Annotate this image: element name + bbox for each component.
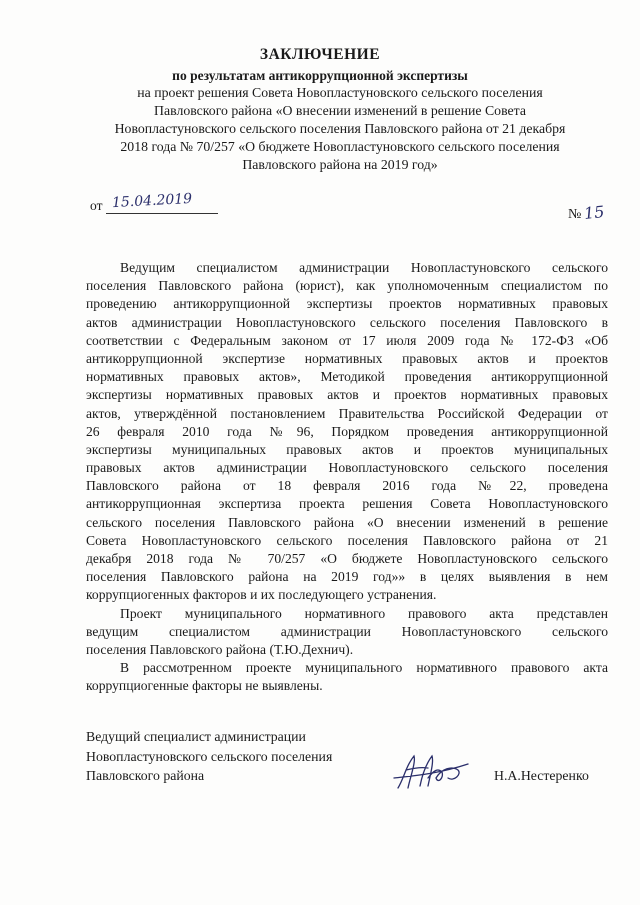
- position-line: Ведущий специалист администрации: [86, 729, 306, 744]
- body-line: антикоррупционная экспертиза проекта решения Совета Новопластуновского: [86, 496, 608, 512]
- body-line: нормативных правовых актов», Методикой проведения антикоррупционной: [86, 369, 608, 385]
- body-line: коррупциогенных факторов и их последующего устранения.: [86, 587, 437, 603]
- subject-line: 2018 года № 70/257 «О бюджете Новопластуновского сельского поселения: [120, 139, 560, 154]
- signatory-name: Н.А.Нестеренко: [494, 768, 589, 783]
- subject-line: на проект решения Совета Новопластуновского сельского поселения: [137, 85, 543, 100]
- body-line: актов, утверждённой постановлением Правительства Российской Федерации от: [86, 405, 608, 421]
- subject-line: Павловского района «О внесении изменений в решение Совета: [154, 103, 526, 118]
- handwritten-number: 15: [583, 201, 606, 224]
- position-line: Павловского района: [86, 768, 205, 783]
- body-line: Павловского района от 18 февраля 2016 года №22, проведена: [86, 478, 608, 494]
- document-title: ЗАКЛЮЧЕНИЕ: [259, 46, 381, 63]
- body-line: экспертизы муниципальных правовых актов и проектов муниципальных: [86, 441, 608, 457]
- body-line: проведению антикоррупционной экспертизы проектов нормативных правовых: [86, 296, 608, 312]
- document-date: [90, 190, 218, 214]
- date-underline: [106, 190, 218, 214]
- position-line: Новопластуновского сельского поселения: [86, 748, 333, 764]
- body-line: 26 февраля 2010 года №96, Порядком проведения антикоррупционной: [86, 423, 608, 439]
- handwritten-signature: [392, 748, 472, 799]
- body-line: поселения Павловского района (Т.Ю.Дехнич).: [86, 641, 354, 657]
- body-line: декабря 2018 года № 70/257 «О бюджете Новопластуновского сельского: [86, 551, 608, 566]
- signature-scribble-icon: [392, 748, 472, 794]
- subject-line: Новопластуновского сельского поселения Павловского района от 21 декабря: [114, 121, 566, 136]
- body-line: экспертизы нормативных правовых актов и проектов нормативных правовых: [86, 387, 608, 403]
- signatory-position: [86, 727, 332, 786]
- body-line: коррупциогенные факторы не выявлены.: [86, 678, 323, 694]
- number-prefix: №: [568, 207, 582, 222]
- body-line: Совета Новопластуновского сельского поселения Павловского района от 21: [86, 532, 608, 548]
- body-line: Ведущим специалистом администрации Новопластуновского сельского: [120, 260, 608, 275]
- document-number: [568, 203, 605, 223]
- body-line: В рассмотренном проекте муниципального нормативного правового акта: [120, 660, 608, 676]
- date-prefix: от: [90, 198, 103, 213]
- body-line: ведущим специалистом администрации Новопластуновского сельского: [86, 623, 608, 639]
- body-line: актов администрации Новопластуновского сельского поселения Павловского в: [86, 314, 608, 330]
- body-line: Проект муниципального нормативного правового акта представлен: [120, 605, 608, 621]
- document-body: [86, 259, 608, 696]
- body-line: сельского поселения Павловского района «О внесении изменений в решение: [86, 514, 608, 530]
- document-subtitle: по результатам антикоррупционной экспертизы: [172, 68, 468, 83]
- body-line: правовых актов администрации Новопластуновского сельского поселения: [86, 460, 608, 476]
- subject-line: Павловского района на 2019 год»: [242, 157, 438, 172]
- body-line: антикоррупционной экспертизе нормативных правовых актов и проектов: [86, 350, 608, 366]
- handwritten-date: 15.04.2019: [111, 190, 193, 212]
- document-subject: [90, 84, 590, 174]
- body-line: соответствии с Федеральным законом от 17 июля 2009 года № 172-ФЗ «Об: [86, 332, 608, 348]
- body-line: поселения Павловского района на 2019 год»» в целях выявления в нем: [86, 569, 608, 585]
- body-line: поселения Павловского района (юрист), как уполномоченным специалистом по: [86, 278, 608, 294]
